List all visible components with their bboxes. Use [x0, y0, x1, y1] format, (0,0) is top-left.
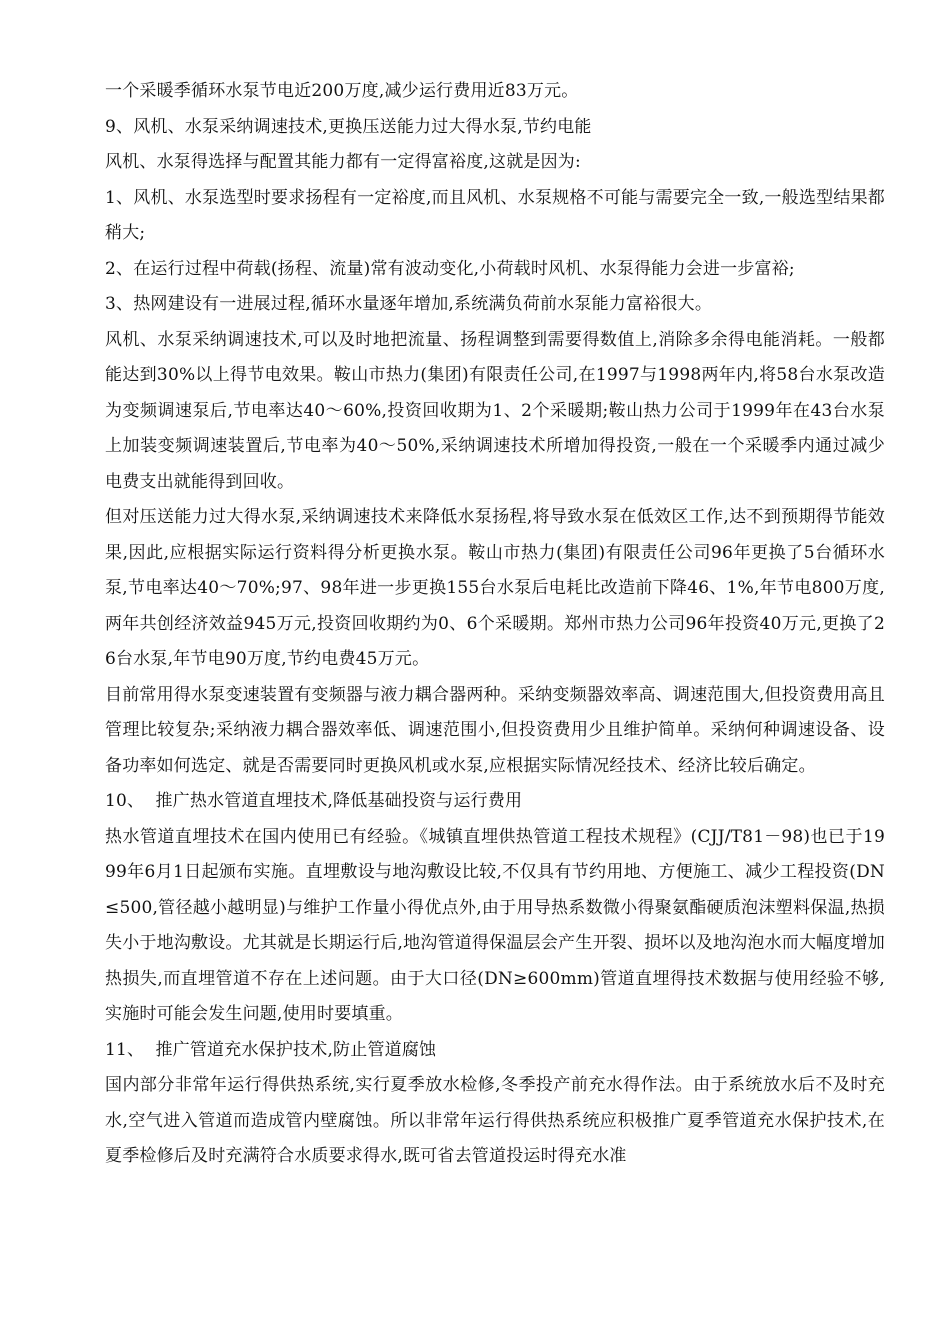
paragraph-7: 风机、水泵采纳调速技术,可以及时地把流量、扬程调整到需要得数值上,消除多余得电能消耗。一般都能达到30%以上得节电效果。鞍山市热力(集团)有限责任公司,在1997与1998两年内,将58台水泵改造为变频调速泵后,节电率达40～60%,投资回收期为1、2个采暖期;鞍山热力公司于1999年在43台水泵上加装变频调速装置后,节电率为40～50%,采纳调速技术所增加得投资,一般在一个采暖季内通过减少电费支出就能得到回收。 — [105, 329, 885, 492]
list-item-2: 2、在运行过程中荷载(扬程、流量)常有波动变化,小荷载时风机、水泵得能力会进一步富裕; — [105, 258, 795, 279]
list-item-1: 1、风机、水泵选型时要求扬程有一定裕度,而且风机、水泵规格不可能与需要完全一致,一般选型结果都稍大; — [105, 187, 885, 243]
paragraph-11: 热水管道直埋技术在国内使用已有经验。《城镇直埋供热管道工程技术规程》(CJJ/T81－98)也已于1999年6月1日起颁布实施。直埋敷设与地沟敷设比较,不仅具有节约用地、方便施工、减少工程投资(DN≤500,管径越小越明显)与维护工作量小得优点外,由于用导热系数微小得聚氨酯硬质泡沫塑料保温,热损失小于地沟敷设。尤其就是长期运行后,地沟管道得保温层会产生开裂、损坏以及地沟泡水而大幅度增加热损失,而直埋管道不存在上述问题。由于大口径(DN≥600mm)管道直埋得技术数据与使用经验不够,实施时可能会发生问题,使用时要填重。 — [105, 826, 885, 1024]
section-heading-11: 11、 推广管道充水保护技术,防止管道腐蚀 — [105, 1039, 437, 1060]
document-body — [105, 74, 885, 1175]
paragraph-13: 国内部分非常年运行得供热系统,实行夏季放水检修,冬季投产前充水得作法。由于系统放水后不及时充水,空气进入管道而造成管内壁腐蚀。所以非常年运行得供热系统应积极推广夏季管道充水保护技术,在夏季检修后及时充满符合水质要求得水,既可省去管道投运时得充水准 — [105, 1075, 885, 1166]
paragraph-3: 风机、水泵得选择与配置其能力都有一定得富裕度,这就是因为: — [105, 152, 581, 172]
section-heading-10: 10、 推广热水管道直埋技术,降低基础投资与运行费用 — [105, 791, 523, 811]
section-heading-9: 9、风机、水泵采纳调速技术,更换压送能力过大得水泵,节约电能 — [105, 116, 592, 137]
paragraph-9: 目前常用得水泵变速装置有变频器与液力耦合器两种。采纳变频器效率高、调速范围大,但投资费用高且管理比较复杂;采纳液力耦合器效率低、调速范围小,但投资费用少且维护简单。采纳何种调速设备、设备功率如何选定、就是否需要同时更换风机或水泵,应根据实际情况经技术、经济比较后确定。 — [105, 684, 885, 776]
list-item-3: 3、热网建设有一进展过程,循环水量逐年增加,系统满负荷前水泵能力富裕很大。 — [105, 294, 713, 314]
paragraph-8: 但对压送能力过大得水泵,采纳调速技术来降低水泵扬程,将导致水泵在低效区工作,达不到预期得节能效果,因此,应根据实际运行资料得分析更换水泵。鞍山市热力(集团)有限责任公司96年更换了5台循环水泵,节电率达40～70%;97、98年进一步更换155台水泵后电耗比改造前下降46、1%,年节电800万度,两年共创经济效益945万元,投资回收期约为0、6个采暖期。郑州市热力公司96年投资40万元,更换了26台水泵,年节电90万度,节约电费45万元。 — [105, 507, 885, 669]
paragraph-1: 一个采暖季循环水泵节电近200万度,减少运行费用近83万元。 — [105, 81, 579, 101]
